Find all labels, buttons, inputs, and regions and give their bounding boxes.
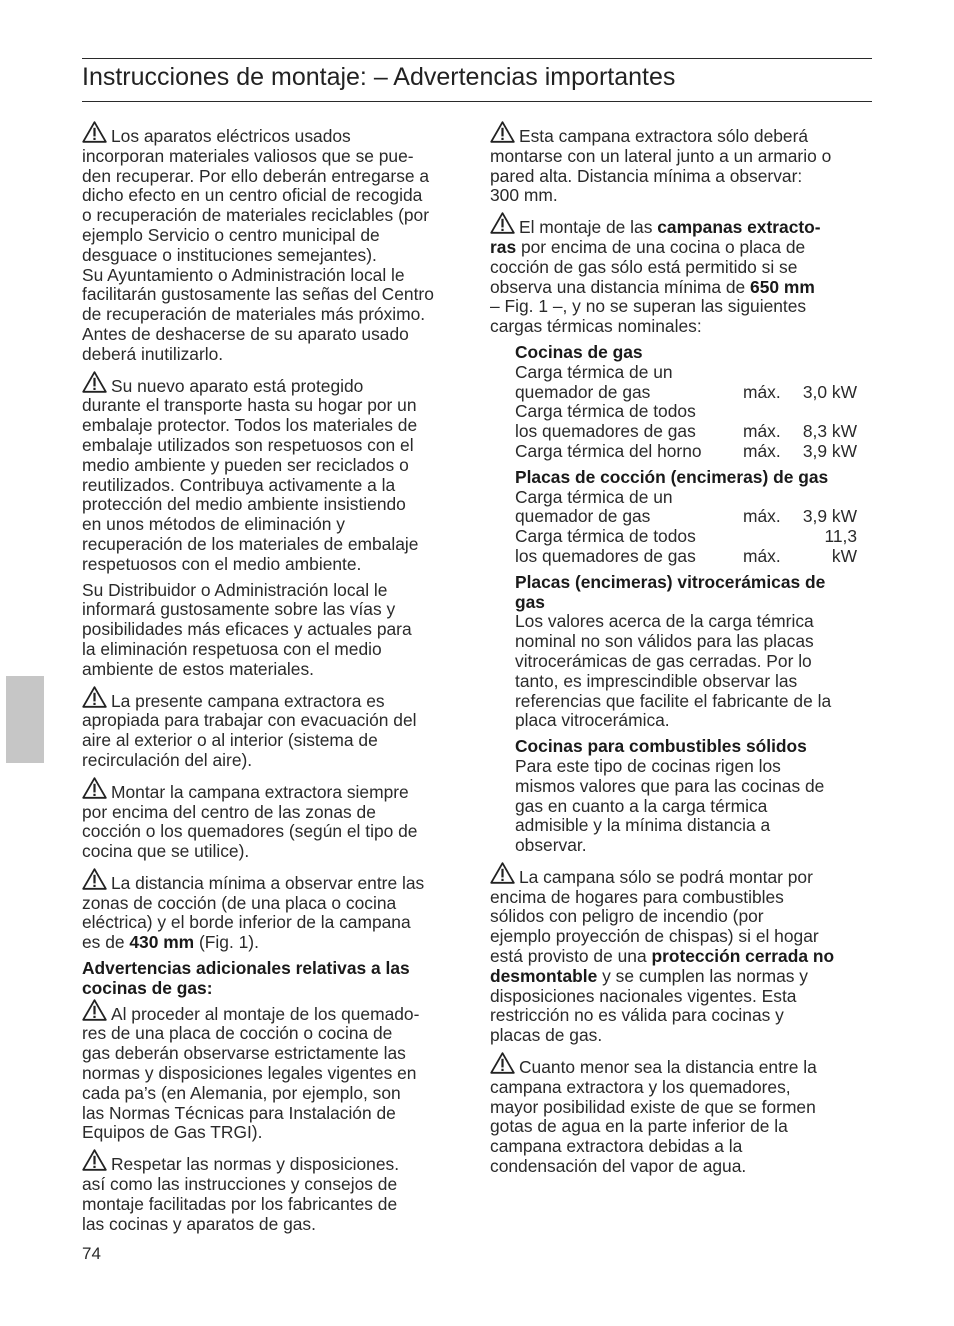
- page-title: Instrucciones de montaje: – Advertencias importantes: [82, 63, 676, 91]
- warning-icon: [82, 371, 107, 393]
- warning-icon: [82, 686, 107, 708]
- section-combustibles-solidos: [515, 737, 872, 856]
- load-row: [515, 442, 872, 462]
- warning-paragraph-gas-burners: Al proceder al montaje de los quemado- res de una placa de cocción o cocina de gas deberán observarse estrictamente las normas y disposiciones legales vigentes en cada pa’s (en Alemania, por ejemplo, son las Normas Técnicas para Instalación de Equipos de Gas TRGI).: [82, 999, 456, 1144]
- section-text: Para este tipo de cocinas rigen los mismos valores que para las cocinas de gas en cuanto a la carga térmica admisible y la mínima distancia a observar.: [515, 755, 825, 856]
- load-max: máx.: [743, 440, 781, 461]
- load-max: máx.: [743, 545, 781, 566]
- load-max: máx.: [743, 421, 781, 442]
- warning-icon: [490, 1052, 515, 1074]
- warning-icon: [490, 212, 515, 234]
- section-title: Cocinas de gas: [515, 341, 643, 362]
- warning-paragraph-lateral: Esta campana extractora sólo deberá montarse con un lateral junto a un armario o pared alta. Distancia mínima a observar: 300 mm.: [490, 121, 872, 206]
- title-top-rule: [82, 58, 872, 59]
- section-text: Los valores acerca de la carga témrica nominal no son válidos para las placas vitrocerámicas de gas cerradas. Por lo tanto, es imprescindible observar las referencias que facilite el fabricante de la placa vitrocerámica.: [515, 611, 832, 731]
- title-bottom-rule: [82, 101, 872, 102]
- warning-paragraph-gas-distance: El montaje de las campanas extracto- ras por encima de una cocina o placa de cocción de gas sólo está permitido si se observa una distancia mínima de 650 mm – Fig. 1 –, y no se superan las siguientes cargas térmicas nominales:: [490, 212, 872, 337]
- load-max: máx.: [743, 381, 781, 402]
- warning-paragraph-disposal: Los aparatos eléctricos usados incorporan materiales valiosos que se pue- den recuperar. Por ello deberán entregarse a dicho efecto en un centro oficial de recogida o recuperación de materiales reciclables (por ejemplo Servicio o centro municipal de desguace o instituciones semejantes). Su Ayuntamiento o Administración local le facilitarán gustosamente las señas del Centro de recuperación de materiales más próximo. Antes de deshacerse de su aparato usado deberá inutilizarlo.: [82, 121, 456, 365]
- load-row: [515, 488, 872, 528]
- warning-paragraph-air: La presente campana extractora es apropiada para trabajar con evacuación del aire al exterior o al interior (sistema de recirculación del aire).: [82, 686, 456, 771]
- warning-paragraph-norms: Respetar las normas y disposiciones. así como las instrucciones y consejos de montaje facilitadas por los fabricantes de las cocinas y aparatos de gas.: [82, 1149, 456, 1234]
- load-max: máx.: [743, 506, 781, 527]
- section-title: Placas (encimeras) vitrocerámicas de gas: [515, 571, 826, 612]
- load-label: Carga térmica de un quemador de gas: [515, 486, 673, 527]
- load-value: 8,3 kW: [802, 421, 857, 442]
- warning-paragraph-distance: La distancia mínima a observar entre las zonas de cocción (de una placa o cocina eléctrica) y el borde inferior de la campana es de 430 mm (Fig. 1).: [82, 868, 456, 953]
- page-number: 74: [82, 1244, 101, 1263]
- load-row: [515, 363, 872, 403]
- section-cocinas-gas: [515, 343, 872, 462]
- warning-icon: [490, 862, 515, 884]
- load-value: 3,9 kW: [802, 440, 857, 461]
- load-label: Carga térmica de un quemador de gas: [515, 361, 673, 402]
- section-title: Cocinas para combustibles sólidos: [515, 736, 807, 757]
- warning-paragraph-mounting: Montar la campana extractora siempre por encima del centro de las zonas de cocción o los quemadores (según el tipo de cocina que se utilice).: [82, 777, 456, 862]
- load-row: [515, 527, 872, 567]
- section-vitroceramicas: [515, 573, 872, 731]
- load-row: [515, 402, 872, 442]
- warning-icon: [490, 121, 515, 143]
- left-column: [82, 121, 456, 1240]
- warning-paragraph-packaging: Su nuevo aparato está protegido durante el transporte hasta su hogar por un embalaje protector. Todos los materiales de embalaje utilizados son respetuosos con el medio ambiente y pueden ser reciclados o reutilizados. Contribuya activamente a la protección del medio ambiente insistiendo en unos métodos de eliminación y recuperación de los materiales de embalaje respetuosos con el medio ambiente.: [82, 371, 456, 575]
- load-value: 11,3 kW: [824, 526, 857, 566]
- warning-icon: [82, 121, 107, 143]
- load-label: Carga térmica del horno: [515, 440, 702, 461]
- load-value: 3,0 kW: [802, 381, 857, 402]
- warning-icon: [82, 999, 107, 1021]
- load-label: Carga térmica de todos los quemadores de gas: [515, 526, 696, 566]
- warning-paragraph-condensation: Cuanto menor sea la distancia entre la campana extractora y los quemadores, mayor posibilidad existe de que se formen gotas de agua en la parte inferior de la campana extractora debidas a la condensación del vapor de agua.: [490, 1052, 872, 1177]
- load-label: Carga térmica de todos los quemadores de gas: [515, 401, 696, 442]
- warning-paragraph-solid-fuel: La campana sólo se podrá montar por encima de hogares para combustibles sólidos con peligro de incendio (por ejemplo proyección de chispas) si el hogar está provisto de una protección cerrada no desmontable y se cumplen las normas y disposiciones nacionales vigentes. Esta restricción no es válida para cocinas y placas de gas.: [490, 862, 872, 1046]
- warning-icon: [82, 777, 107, 799]
- section-placas-coccion: [515, 468, 872, 567]
- gas-section-heading: Advertencias adicionales relativas a las cocinas de gas:: [82, 958, 410, 998]
- section-title: Placas de cocción (encimeras) de gas: [515, 466, 829, 487]
- warning-icon: [82, 868, 107, 890]
- section-side-tab: [6, 676, 44, 763]
- paragraph-distributor: Su Distribuidor o Administración local le informará gustosamente sobre las vías y posibilidades más eficaces y actuales para la eliminación respetuosa con el medio ambiente de estos materiales.: [82, 579, 412, 679]
- right-column: [490, 121, 872, 1183]
- load-value: 3,9 kW: [802, 506, 857, 527]
- warning-icon: [82, 1149, 107, 1171]
